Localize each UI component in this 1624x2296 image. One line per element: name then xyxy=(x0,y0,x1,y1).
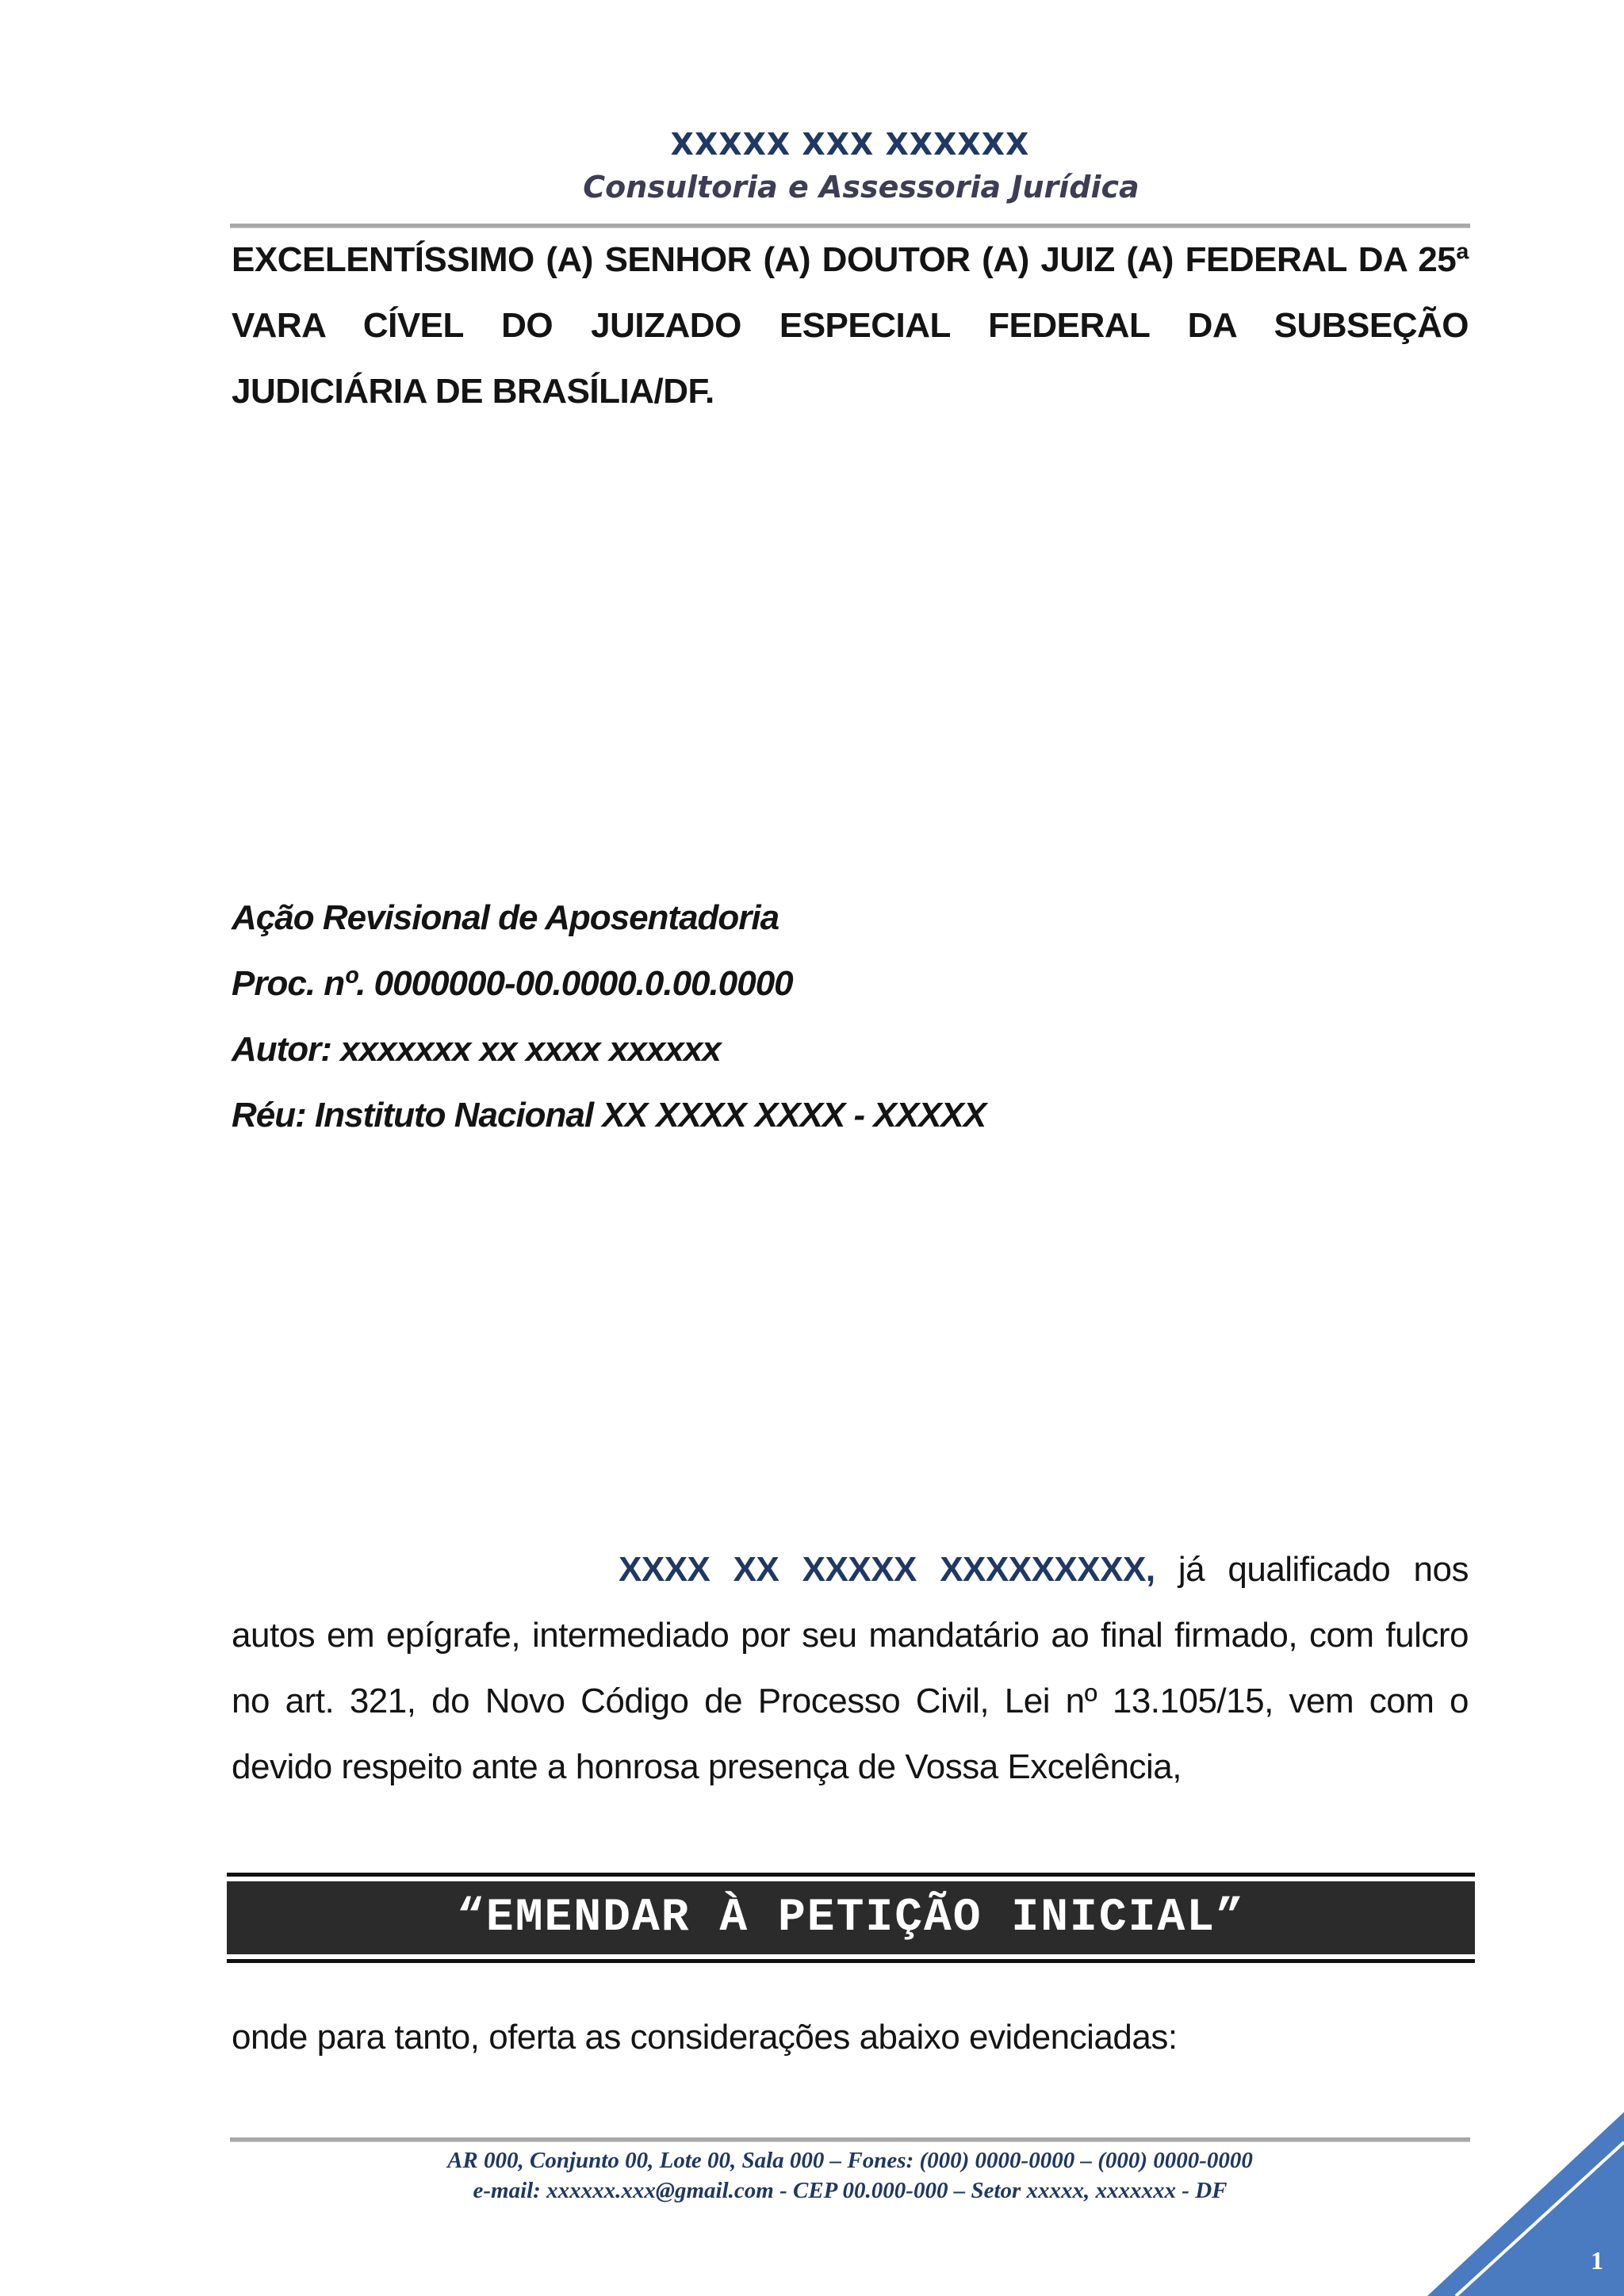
party-name: XXXX XX XXXXX XXXXXXXXX, xyxy=(619,1550,1155,1589)
case-action: Ação Revisional de Aposentadoria xyxy=(232,898,779,937)
case-process-number: Proc. nº. 0000000-00.0000.0.00.0000 xyxy=(232,964,793,1003)
footer-address: AR 000, Conjunto 00, Lote 00, Sala 000 – Fones: (000) 0000-0000 – (000) 0000-0000 xyxy=(447,2148,1253,2173)
intro-text: já qualificado nos autos em epígrafe, intermediado por seu mandatário ao final firmado, com fulcro no art. 321, do Novo Código de Processo Civil, Lei nº 13.105/15, vem com o devido respeito ante a honrosa presença de Vossa Excelência, xyxy=(232,1550,1469,1786)
petition-title-banner xyxy=(227,1873,1475,1963)
page-number: 1 xyxy=(1591,2246,1603,2275)
case-info-block xyxy=(232,885,986,1148)
firm-tagline: Consultoria e Assessoria Jurídica xyxy=(583,170,1139,205)
firm-name: XXXXX XXX XXXXXX xyxy=(670,127,1030,162)
footer-divider xyxy=(230,2137,1470,2142)
closing-sentence: onde para tanto, oferta as considerações abaixo evidenciadas: xyxy=(232,2018,1178,2057)
case-author: Autor: xxxxxxx xx xxxx xxxxxx xyxy=(232,1030,721,1069)
footer-contact: e-mail: xxxxxx.xxx@gmail.com - CEP 00.000-000 – Setor xxxxx, xxxxxxx - DF xyxy=(473,2178,1228,2203)
petition-title: “EMENDAR À PETIÇÃO INICIAL” xyxy=(227,1881,1475,1954)
case-defendant: Réu: Instituto Nacional XX XXXX XXXX - XXXXX xyxy=(232,1096,986,1135)
addressee-heading: EXCELENTÍSSIMO (A) SENHOR (A) DOUTOR (A) JUIZ (A) FEDERAL DA 25ª VARA CÍVEL DO JUIZADO ESPECIAL FEDERAL DA SUBSEÇÃO JUDICIÁRIA DE BRASÍLIA/DF. xyxy=(232,240,1469,411)
intro-paragraph xyxy=(232,1536,1469,1800)
